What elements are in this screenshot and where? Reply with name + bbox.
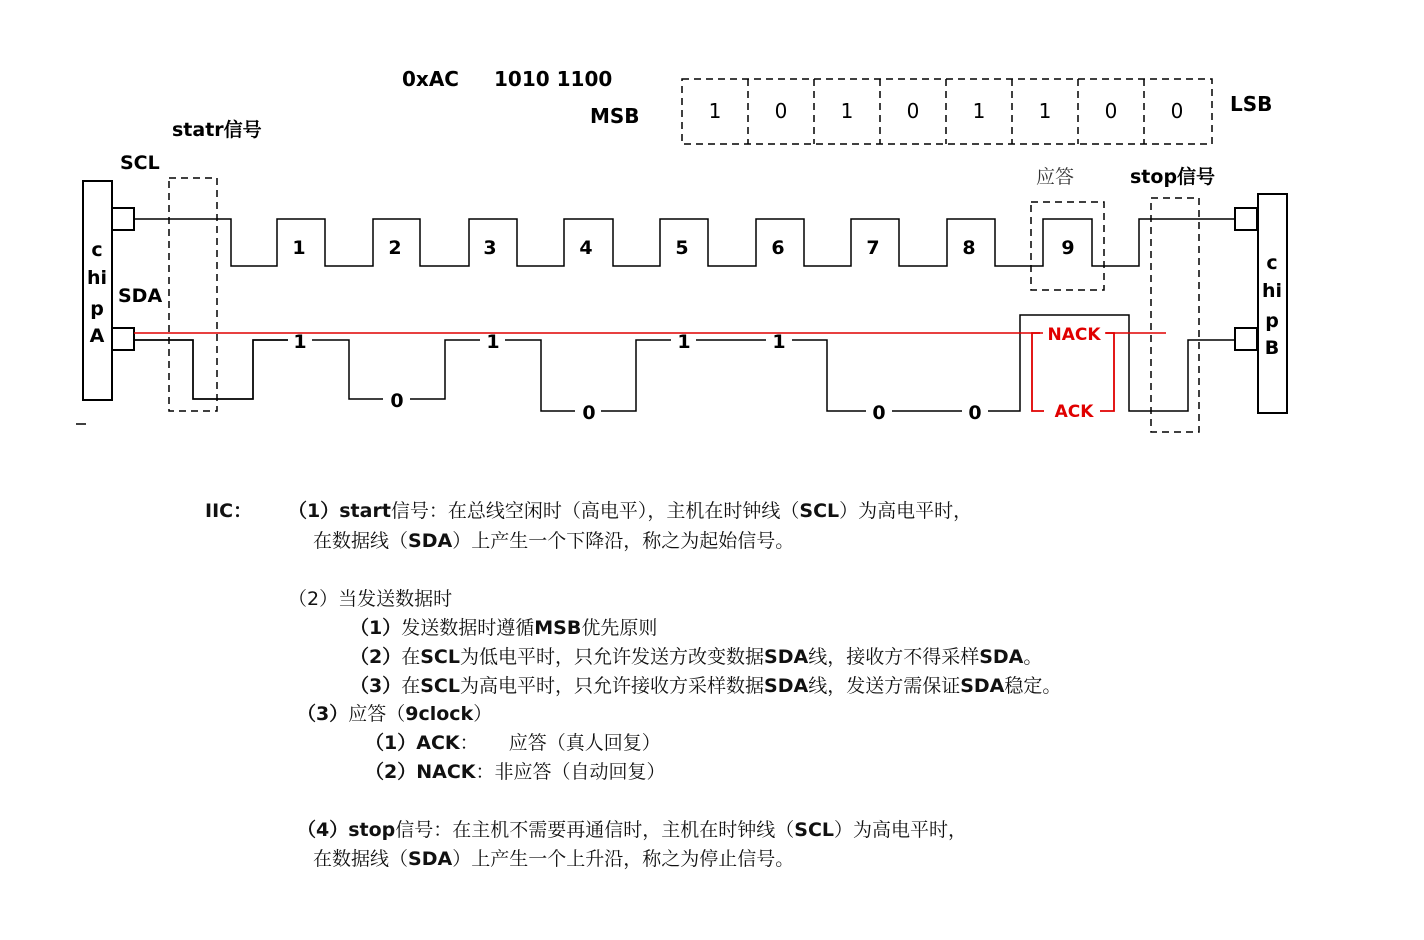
note-send-rule2: （2）在SCL为低电平时，只允许发送方改变数据SDA线，接收方不得采样SDA。 (350, 646, 1043, 668)
note-send-title: （2）当发送数据时 (288, 588, 453, 610)
clock-number: 4 (579, 237, 593, 259)
note-stop-line2: 在数据线（SDA）上产生一个上升沿，称之为停止信号。 (313, 848, 795, 870)
note-ack-item2: （2）NACK：非应答（自动回复） (365, 761, 666, 783)
clock-number: 1 (292, 237, 306, 259)
note-start-line2: 在数据线（SDA）上产生一个下降沿，称之为起始信号。 (313, 530, 795, 552)
bit-boxes (682, 79, 1212, 144)
clock-number: 9 (1061, 237, 1075, 259)
chip-a-letter: c (91, 239, 103, 261)
chip-a-letter: p (90, 298, 104, 320)
bit-cell: 0 (1104, 99, 1118, 123)
stop-region (1151, 198, 1199, 432)
sda-bit-label: 0 (390, 390, 404, 412)
bit-cell: 1 (972, 99, 986, 123)
chip-a-sda-pin (112, 328, 134, 350)
clock-number: 7 (866, 237, 880, 259)
ack-header-label: 应答 (1036, 166, 1075, 188)
sda-bit-label: 1 (677, 331, 691, 353)
bit-cell: 1 (1038, 99, 1052, 123)
sda-bit-label: 1 (486, 331, 500, 353)
binary-value: 1010 1100 (494, 67, 613, 91)
chip-b-letter: B (1264, 337, 1280, 359)
bit-cell: 1 (708, 99, 722, 123)
stop-signal-label: stop信号 (1130, 166, 1216, 188)
clock-number: 2 (388, 237, 402, 259)
clock-number: 3 (483, 237, 497, 259)
clock-number: 6 (771, 237, 785, 259)
bit-box-dividers (748, 79, 1144, 144)
note-ack-title: （3）应答（9clock） (297, 703, 493, 725)
lsb-label: LSB (1230, 92, 1273, 116)
hex-value: 0xAC (402, 67, 459, 91)
note-send-rule1: （1）发送数据时遵循MSB优先原则 (350, 617, 658, 639)
bit-cell: 1 (840, 99, 854, 123)
bit-box-outline (682, 79, 1212, 144)
chip-a-letter: hi (86, 267, 108, 289)
iic-label: IIC： (205, 500, 253, 522)
msb-label: MSB (590, 104, 640, 128)
sda-bit-label: 0 (872, 402, 886, 424)
start-signal-label: statr信号 (172, 119, 262, 141)
sda-bit-label: 0 (582, 402, 596, 424)
chip-a-body (83, 181, 112, 400)
chip-b-scl-pin (1235, 208, 1257, 230)
ack-label: ACK (1054, 402, 1094, 422)
chip-a-scl-pin (112, 208, 134, 230)
clock-number: 5 (675, 237, 689, 259)
chip-b-letter: hi (1261, 280, 1283, 302)
chip-b-body (1258, 194, 1287, 413)
nack-label: NACK (1047, 325, 1101, 345)
bit-cell: 0 (1170, 99, 1184, 123)
sda-bit-label: 0 (968, 402, 982, 424)
note-stop-line1: （4）stop信号：在主机不需要再通信时，主机在时钟线（SCL）为高电平时， (297, 819, 968, 841)
chip-a-letter: A (89, 325, 105, 347)
note-start-line1: （1）start信号：在总线空闲时（高电平），主机在时钟线（SCL）为高电平时， (288, 500, 973, 522)
note-send-rule3: （3）在SCL为高电平时，只允许接收方采样数据SDA线，发送方需保证SDA稳定。 (350, 675, 1062, 697)
sda-bit-label: 1 (772, 331, 786, 353)
note-ack-item1: （1）ACK： 应答（真人回复） (365, 732, 661, 754)
scl-label: SCL (120, 152, 160, 174)
clock-number: 8 (962, 237, 976, 259)
bit-cell: 0 (906, 99, 920, 123)
chip-b (1235, 194, 1287, 413)
sda-bit-label: 1 (293, 331, 307, 353)
sda-label: SDA (118, 285, 163, 307)
chip-b-sda-pin (1235, 328, 1257, 350)
sda-waveform (134, 340, 288, 399)
chip-b-letter: p (1265, 310, 1279, 332)
chip-b-letter: c (1266, 252, 1278, 274)
bit-cell: 0 (774, 99, 788, 123)
